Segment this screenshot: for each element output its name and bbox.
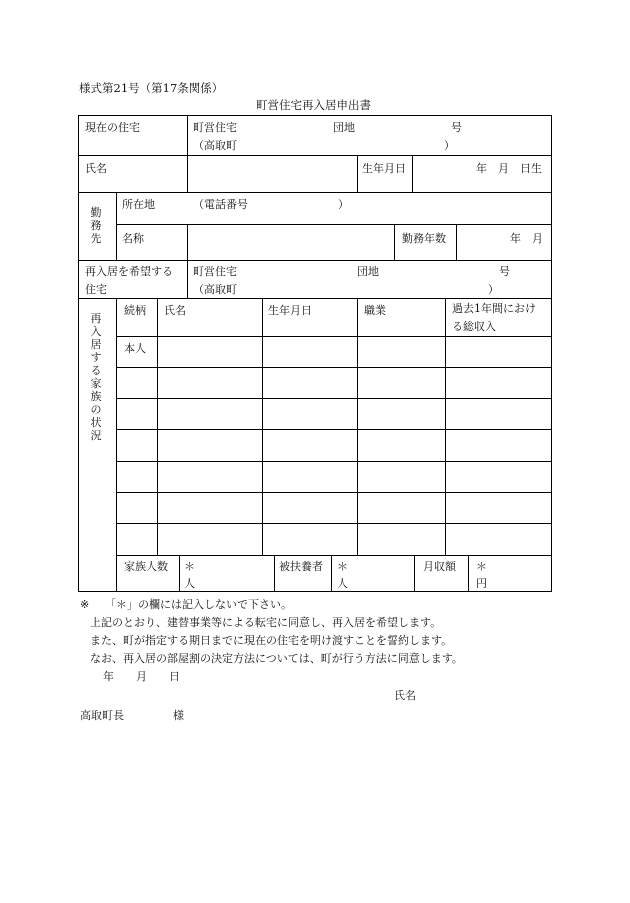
column-divider	[357, 298, 358, 555]
column-divider	[394, 224, 395, 260]
column-divider	[456, 224, 457, 260]
name-label: 氏名	[85, 162, 107, 175]
column-divider	[116, 192, 117, 260]
column-divider	[187, 115, 188, 192]
monthly-income-mark: ＊	[476, 560, 487, 573]
workplace-label: 勤務先	[90, 206, 102, 245]
column-divider	[116, 298, 117, 592]
desired-residence-danchi: 団地	[357, 265, 379, 278]
addressee: 高取町長	[80, 709, 124, 722]
applicant-name-label: 氏名	[394, 689, 416, 702]
row-divider	[78, 298, 552, 299]
family-birth-header: 生年月日	[268, 304, 312, 317]
table-border-right	[551, 115, 552, 592]
column-divider	[187, 260, 188, 298]
column-divider	[468, 555, 469, 592]
job-header: 職業	[364, 304, 386, 317]
column-divider	[445, 298, 446, 555]
current-residence-address-close: ）	[444, 139, 455, 152]
column-divider	[414, 555, 415, 592]
desired-residence-go: 号	[499, 265, 510, 278]
column-divider	[331, 555, 332, 592]
current-residence-type: 町営住宅	[193, 121, 237, 134]
self-relation-cell: 本人	[124, 342, 146, 355]
row-divider	[116, 555, 552, 556]
desired-residence-type: 町営住宅	[193, 265, 237, 278]
column-divider	[187, 224, 188, 260]
form-number: 様式第21号（第17条関係）	[79, 81, 224, 95]
application-date: 年 月 日	[103, 670, 180, 683]
column-divider	[262, 298, 263, 555]
application-form-table	[78, 115, 552, 592]
monthly-income-unit: 円	[476, 577, 487, 590]
dependents-unit: 人	[337, 577, 348, 590]
family-count-unit: 人	[184, 577, 195, 590]
dependents-mark: ＊	[337, 560, 348, 573]
dependents-label: 被扶養者	[279, 560, 323, 573]
row-divider	[116, 492, 552, 493]
column-divider	[179, 555, 180, 592]
row-divider	[116, 429, 552, 430]
row-divider	[78, 155, 552, 156]
table-border-top	[78, 115, 552, 116]
column-divider	[357, 155, 358, 192]
row-divider	[116, 398, 552, 399]
years-employed-label: 勤務年数	[402, 232, 446, 245]
desired-residence-label-2: 住宅	[85, 283, 107, 296]
family-count-label: 家族人数	[124, 560, 168, 573]
asterisk-note: 「＊」の欄には記入しないで下さい。	[105, 598, 292, 611]
column-divider	[157, 298, 158, 555]
family-count-mark: ＊	[184, 560, 195, 573]
family-name-header: 氏名	[164, 304, 186, 317]
income-header-2: る総収入	[452, 320, 496, 333]
row-divider	[116, 523, 552, 524]
row-divider	[116, 367, 552, 368]
table-border-bottom	[78, 591, 552, 592]
current-residence-label: 現在の住宅	[85, 121, 140, 134]
birth-date-value: 年 月 日生	[476, 162, 542, 175]
column-divider	[412, 155, 413, 192]
current-residence-danchi: 団地	[333, 121, 355, 134]
row-divider	[78, 192, 552, 193]
years-employed-value: 年 月	[510, 232, 543, 245]
desired-residence-address-open: （高取町	[193, 283, 237, 296]
column-divider	[274, 555, 275, 592]
family-status-label: 再入居する家族の状況	[90, 312, 102, 442]
workplace-phone-open: （電話番号	[193, 198, 248, 211]
addressee-honorific: 様	[173, 709, 184, 722]
current-residence-address-open: （高取町	[193, 139, 237, 152]
row-divider	[116, 224, 552, 225]
workplace-location-label: 所在地	[122, 198, 155, 211]
current-residence-go: 号	[451, 121, 462, 134]
row-divider	[78, 260, 552, 261]
row-divider	[116, 336, 552, 337]
asterisk-note-mark: ※	[80, 598, 90, 611]
desired-residence-label: 再入居を希望する	[85, 265, 173, 278]
birth-date-label: 生年月日	[362, 162, 406, 175]
workplace-phone-close: ）	[338, 198, 349, 211]
relation-header: 続柄	[124, 304, 146, 317]
row-divider	[116, 461, 552, 462]
vacate-pledge: また、町が指定する期日までに現在の住宅を明け渡すことを誓約します。	[90, 634, 453, 647]
consent-statement: 上記のとおり、建替事業等による転宅に同意し、再入居を希望します。	[90, 616, 442, 629]
desired-residence-address-close: ）	[488, 283, 499, 296]
workplace-name-label: 名称	[122, 232, 144, 245]
monthly-income-label: 月収額	[423, 560, 456, 573]
document-title: 町営住宅再入居申出書	[256, 98, 371, 112]
room-allocation-consent: なお、再入居の部屋割の決定方法については、町が行う方法に同意します。	[90, 652, 463, 665]
income-header: 過去1年間におけ	[452, 302, 536, 315]
table-border-left	[78, 115, 79, 592]
